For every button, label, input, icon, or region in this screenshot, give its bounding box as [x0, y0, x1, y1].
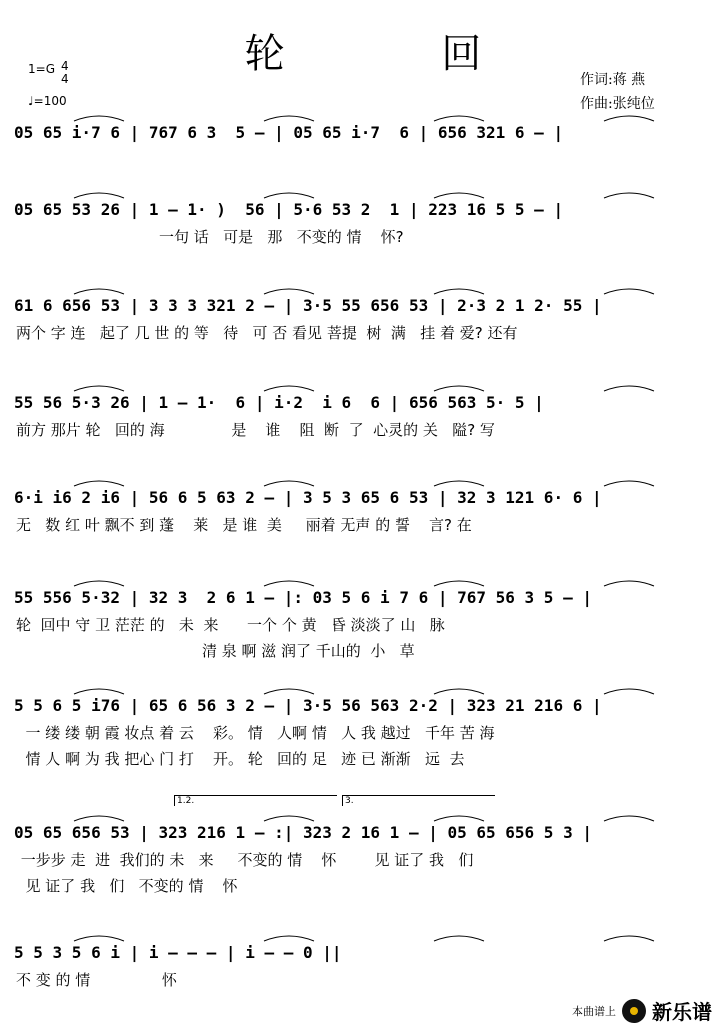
lyric-line: 一句 话 可是 那 不变的 情 怀? [16, 228, 404, 246]
lyric-line: 两个 字 连 起了 几 世 的 等 待 可 否 看见 菩提 树 满 挂 着 爱? 还有 [16, 324, 518, 342]
time-signature-bottom: 4 [61, 72, 69, 86]
slur [434, 193, 484, 198]
notation-line: 05 65 53 26 | 1 – 1· ) 56 | 5·6 53 2 1 | 223 16 5 5 – | [14, 199, 564, 219]
slur-marks [14, 815, 714, 849]
site-footer [572, 996, 712, 1025]
slur-marks [14, 688, 714, 722]
key-tempo-block [28, 59, 69, 108]
score-row [14, 688, 714, 768]
tempo-marking: ♩=100 [28, 94, 67, 108]
slur-marks [14, 935, 714, 969]
notation-line: 5 5 3 5 6 i | i – – – | i – – 0 || [14, 942, 342, 962]
lyric-line: 前方 那片 轮 回的 海 是 谁 阻 断 了 心灵的 关 隘? 写 [16, 421, 495, 439]
slur [434, 816, 484, 821]
slur-marks [14, 580, 714, 614]
slur [604, 581, 654, 586]
slur [604, 689, 654, 694]
time-signature-top: 4 [61, 59, 69, 73]
record-disc-icon [622, 999, 646, 1023]
notation-line: 55 56 5·3 26 | 1 – 1· 6 | i·2 i 6 6 | 656 563 5· 5 | [14, 392, 544, 412]
slur [74, 116, 124, 121]
notation-line: 61 6 656 53 | 3 3 3 321 2 – | 3·5 55 656 53 | 2·3 2 1 2· 55 | [14, 295, 602, 315]
lyricist-credit: 作词:蒋 燕 [580, 72, 646, 88]
lyric-line: 见 证了 我 们 不变的 情 怀 [16, 877, 238, 895]
slur [434, 936, 484, 941]
credits-block [580, 68, 655, 116]
score-row [14, 480, 714, 534]
slur [74, 481, 124, 486]
slur [74, 386, 124, 391]
lyric-line: 不 变 的 情 怀 [16, 971, 177, 989]
score-row [14, 935, 714, 989]
score-row [14, 385, 714, 439]
lyric-line: 清 泉 啊 滋 润了 千山的 小 草 [16, 642, 415, 660]
slur [264, 481, 314, 486]
slur [74, 193, 124, 198]
slur-marks [14, 480, 714, 514]
notation-line: 6·i i6 2 i6 | 56 6 5 63 2 – | 3 5 3 65 6 53 | 32 3 121 6· 6 | [14, 487, 602, 507]
key-signature: 1=G [28, 62, 55, 76]
slur-marks [14, 192, 714, 226]
notation-line: 05 65 656 53 | 323 216 1 – :| 323 2 16 1 – | 05 65 656 5 3 | [14, 822, 592, 842]
slur [74, 289, 124, 294]
time-signature [61, 60, 69, 86]
slur [434, 481, 484, 486]
slur [74, 936, 124, 941]
site-brand: 新乐谱 [652, 1000, 712, 1024]
slur [604, 936, 654, 941]
lyric-line: 一步步 走 进 我们的 未 来 不变的 情 怀 见 证了 我 们 [16, 851, 474, 869]
slur-marks [14, 385, 714, 419]
slur [604, 481, 654, 486]
score-row [14, 796, 714, 895]
score-row [14, 115, 714, 149]
score-row [14, 580, 714, 660]
notation-line: 5 5 6 5 i76 | 65 6 56 3 2 – | 3·5 56 563 2·2 | 323 21 216 6 | [14, 695, 602, 715]
slur-marks [14, 115, 714, 149]
slur [604, 816, 654, 821]
slur [74, 689, 124, 694]
volta-bracket-third: 3. [342, 795, 495, 806]
slur [434, 689, 484, 694]
slur [604, 193, 654, 198]
lyric-line: 情 人 啊 为 我 把心 门 打 开。 轮 回的 足 迹 已 渐渐 远 去 [16, 750, 465, 768]
slur [74, 581, 124, 586]
volta-bracket-first: 1.2. [174, 795, 337, 806]
slur [264, 289, 314, 294]
slur-marks [14, 288, 714, 322]
footer-prefix: 本曲谱上 [572, 1004, 616, 1018]
slur [434, 289, 484, 294]
slur [264, 386, 314, 391]
slur [264, 936, 314, 941]
slur [264, 816, 314, 821]
slur [604, 386, 654, 391]
composer-credit: 作曲:张纯位 [580, 96, 655, 112]
slur [434, 116, 484, 121]
slur [264, 193, 314, 198]
slur [74, 816, 124, 821]
lyric-line: 无 数 红 叶 飘不 到 蓬 莱 是 谁 美 丽着 无声 的 誓 言? 在 [16, 516, 472, 534]
score-title: 轮 回 [244, 31, 554, 77]
slur [434, 386, 484, 391]
notation-line: 05 65 i·7 6 | 767 6 3 5 – | 05 65 i·7 6 | 656 321 6 – | [14, 122, 564, 142]
score-row [14, 192, 714, 246]
score-row [14, 288, 714, 342]
slur [604, 116, 654, 121]
slur [264, 581, 314, 586]
slur [264, 116, 314, 121]
lyric-line: 轮 回中 守 卫 茫茫 的 未 来 一个 个 黄 昏 淡淡了 山 脉 [16, 616, 445, 634]
slur [604, 289, 654, 294]
slur [434, 581, 484, 586]
lyric-line: 一 缕 缕 朝 霞 妆点 着 云 彩。 情 人啊 情 人 我 越过 千年 苦 海 [16, 724, 495, 742]
slur [264, 689, 314, 694]
notation-line: 55 556 5·32 | 32 3 2 6 1 – |: 03 5 6 i 7 6 | 767 56 3 5 – | [14, 587, 592, 607]
